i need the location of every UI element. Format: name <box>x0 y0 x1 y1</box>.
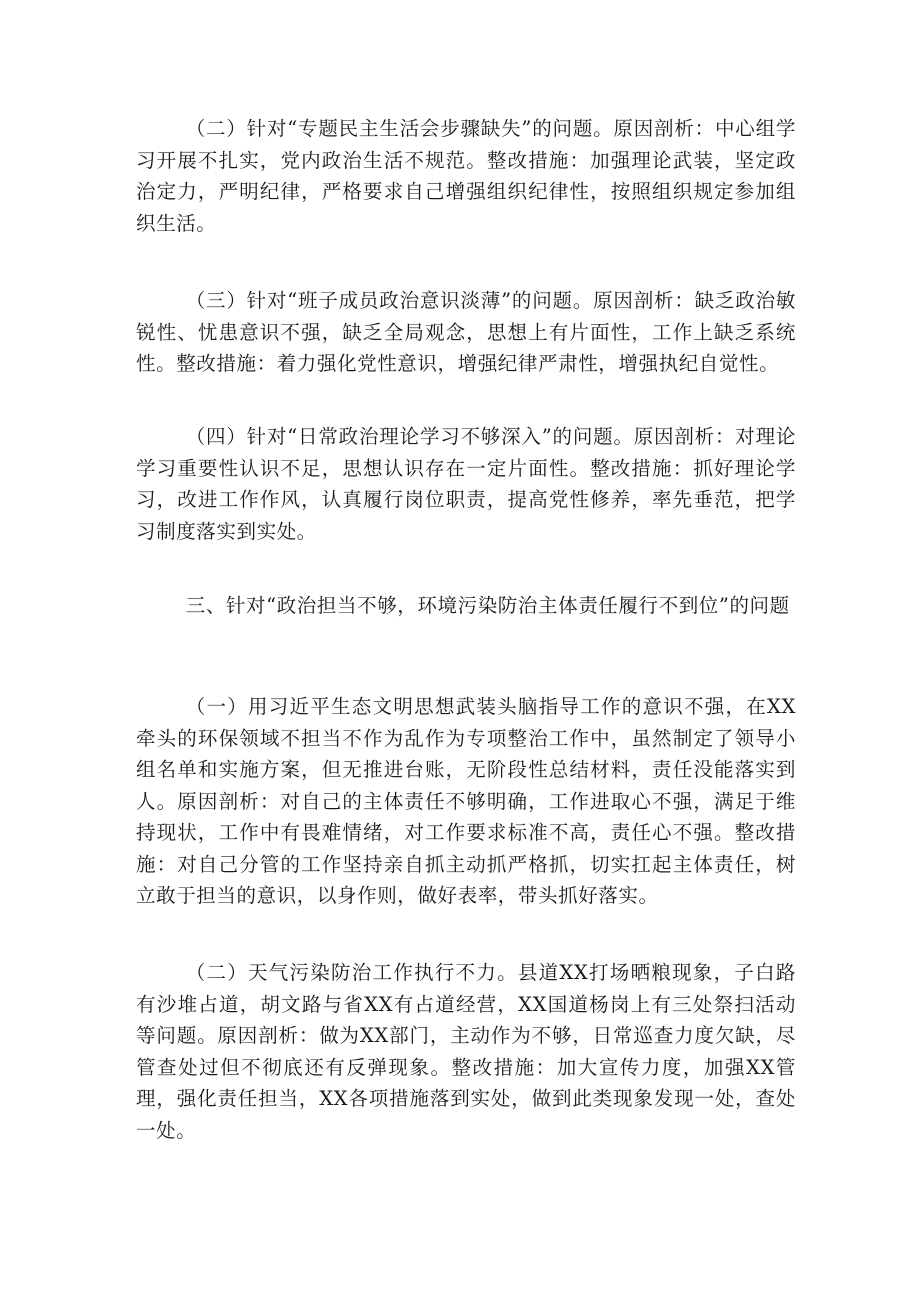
paragraph-rectification-2: （二）针对“专题民主生活会步骤缺失”的问题。原因剖析：中心组学习开展不扎实，党内政治生活不规范。整改措施：加强理论武装，坚定政治定力，严明纪律，严格要求自己增强组织纪律性，按照组织规定参加组织生活。 <box>136 117 796 235</box>
paragraph-section3-item-1: （一）用习近平生态文明思想武装头脑指导工作的意识不强，在XX牵头的环保领域不担当不作为乱作为专项整治工作中，虽然制定了领导小组名单和实施方案，但无推进台账，无阶段性总结材料，责任没能落实到人。原因剖析：对自己的主体责任不够明确，工作进取心不强，满足于维持现状，工作中有畏难情绪，对工作要求标准不高，责任心不强。整改措施：对自己分管的工作坚持亲自抓主动抓严格抓，切实扛起主体责任，树立敢于担当的意识，以身作则，做好表率，带头抓好落实。 <box>136 695 796 907</box>
paragraph-rectification-3: （三）针对“班子成员政治意识淡薄”的问题。原因剖析：缺乏政治敏锐性、忧患意识不强，缺乏全局观念，思想上有片面性，工作上缺乏系统性。整改措施：着力强化党性意识，增强纪律严肃性，增强执纪自觉性。 <box>136 289 796 375</box>
paragraph-rectification-4: （四）针对“日常政治理论学习不够深入”的问题。原因剖析：对理论学习重要性认识不足，思想认识存在一定片面性。整改措施：抓好理论学习，改进工作作风，认真履行岗位职责，提高党性修养，率先垂范，把学习制度落实到实处。 <box>136 425 796 543</box>
section-heading-3: 三、针对“政治担当不够，环境污染防治主体责任履行不到位”的问题 <box>185 594 790 617</box>
paragraph-section3-item-2: （二）天气污染防治工作执行不力。县道XX打场晒粮现象，子白路有沙堆占道，胡文路与省XX有占道经营，XX国道杨岗上有三处祭扫活动等问题。原因剖析：做为XX部门，主动作为不够，日常巡查力度欠缺，尽管查处过但不彻底还有反弹现象。整改措施：加大宣传力度，加强XX管理，强化责任担当，XX各项措施落到实处，做到此类现象发现一处，查处一处。 <box>136 961 796 1142</box>
